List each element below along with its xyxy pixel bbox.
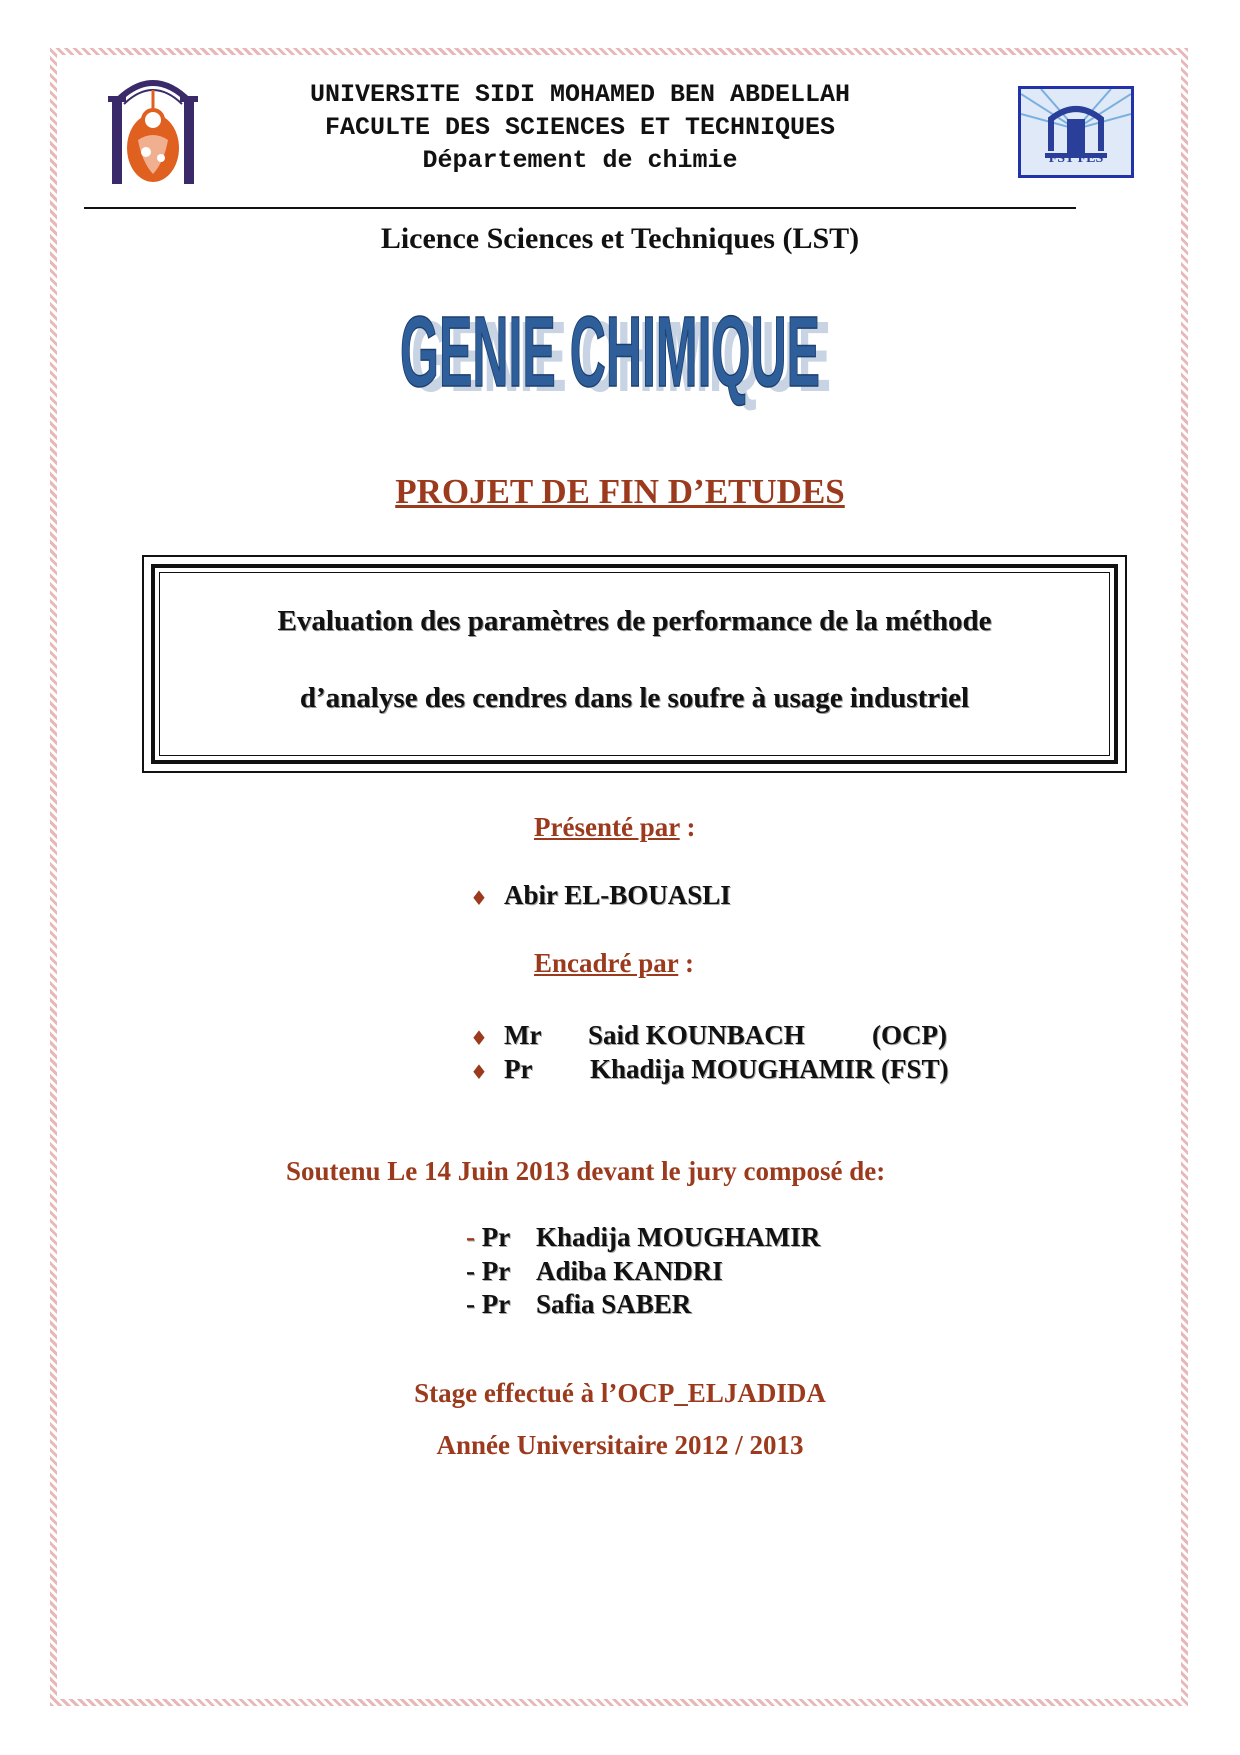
faculty-name: FACULTE DES SCIENCES ET TECHNIQUES bbox=[324, 113, 836, 142]
supervisor-1-name: Said KOUNBACH bbox=[588, 1020, 805, 1050]
supervisor-1-org: (OCP) bbox=[872, 1020, 947, 1050]
university-name: UNIVERSITE SIDI MOHAMED BEN ABDELLAH bbox=[309, 80, 851, 109]
program-title: Licence Sciences et Techniques (LST) bbox=[380, 222, 860, 255]
fst-logo-label: FST FES bbox=[1048, 151, 1104, 166]
jury-member-2-name: Adiba KANDRI bbox=[536, 1256, 723, 1286]
specialty-text: GENIE CHIMIQUE bbox=[400, 296, 820, 408]
svg-text:GENIE CHIMIQUE: GENIE CHIMIQUE bbox=[411, 301, 831, 413]
defense-statement: Soutenu Le 14 Juin 2013 devant le jury composé de: bbox=[286, 1156, 886, 1186]
specialty-wordart bbox=[380, 290, 840, 420]
presented-by-heading: Présenté par : bbox=[534, 812, 696, 842]
bullet-diamond-icon: ♦ bbox=[470, 1060, 488, 1084]
jury-member-3-name: Safia SABER bbox=[536, 1289, 692, 1319]
thesis-title-box bbox=[142, 555, 1127, 773]
bullet-diamond-icon: ♦ bbox=[470, 886, 488, 910]
jury-member-1-name: Khadija MOUGHAMIR bbox=[536, 1222, 821, 1252]
supervisor-2-name: Khadija MOUGHAMIR (FST) bbox=[590, 1054, 949, 1084]
jury-member-1: - Pr bbox=[466, 1222, 511, 1252]
university-emblem-logo bbox=[106, 70, 200, 188]
jury-member-3: - Pr bbox=[466, 1289, 511, 1319]
institution-header bbox=[230, 78, 930, 177]
supervisor-1-title: Mr bbox=[504, 1020, 542, 1050]
bullet-diamond-icon: ♦ bbox=[470, 1026, 488, 1050]
supervisor-2-title: Pr bbox=[504, 1054, 533, 1084]
jury-member-2: - Pr bbox=[466, 1256, 511, 1286]
academic-year: Année Universitaire 2012 / 2013 bbox=[436, 1430, 804, 1460]
student-name: Abir EL-BOUASLI bbox=[504, 880, 731, 910]
thesis-title-line-2: d’analyse des cendres dans le soufre à usage industriel bbox=[299, 682, 970, 714]
header-divider bbox=[84, 207, 1076, 209]
thesis-title-line-1: Evaluation des paramètres de performance de la méthode bbox=[277, 605, 992, 637]
supervised-by-heading: Encadré par : bbox=[534, 948, 695, 978]
fst-fes-logo bbox=[1018, 86, 1134, 178]
project-label: PROJET DE FIN D’ETUDES bbox=[395, 472, 845, 511]
department-name: Département de chimie bbox=[422, 146, 738, 175]
internship-location: Stage effectué à l’OCP_ELJADIDA bbox=[414, 1378, 826, 1408]
